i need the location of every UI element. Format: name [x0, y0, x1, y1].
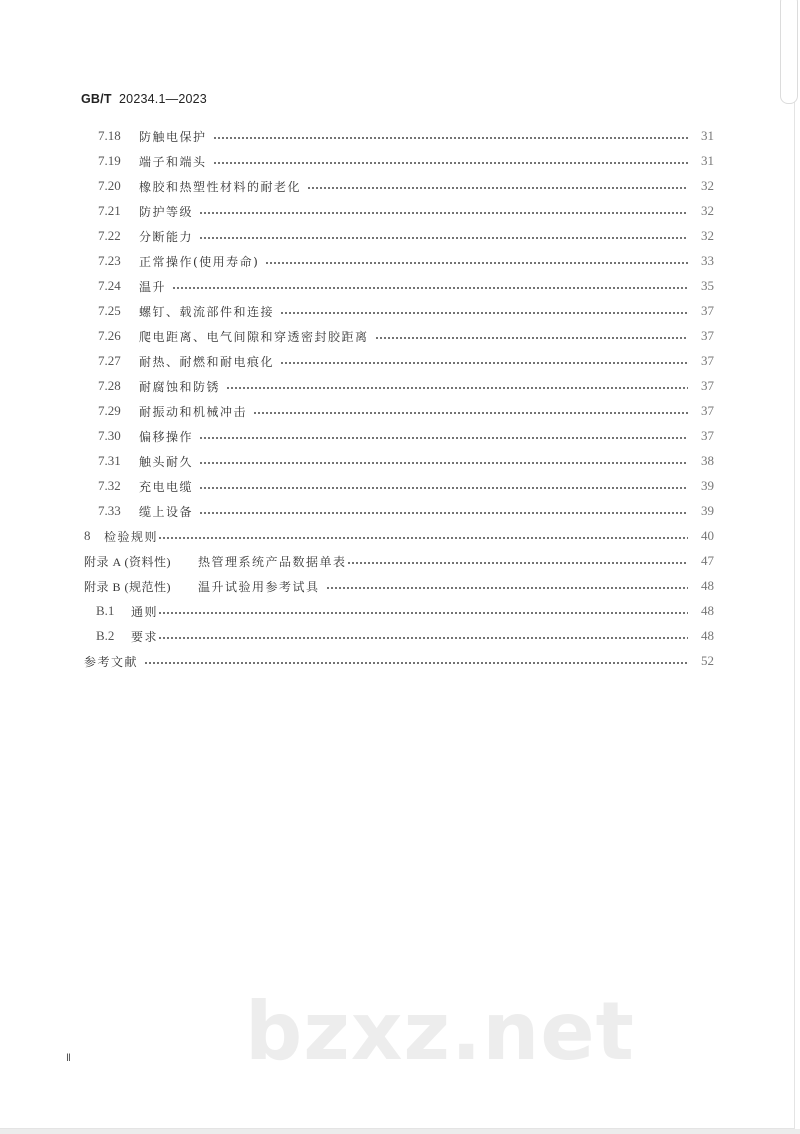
dot-leader: [347, 562, 688, 564]
dot-leader: [326, 587, 688, 589]
toc-entry[interactable]: 7.27 耐热、耐燃和耐电痕化 37: [98, 353, 714, 369]
toc-entry-annex[interactable]: 附录 B (规范性) 温升试验用参考试具 48: [84, 578, 714, 594]
dot-leader: [253, 412, 688, 414]
dot-leader: [280, 312, 688, 314]
dot-leader: [226, 387, 688, 389]
dot-leader: [213, 162, 688, 164]
dot-leader: [280, 362, 688, 364]
scroll-handle[interactable]: [780, 0, 798, 104]
standard-number: 20234.1—2023: [119, 92, 207, 106]
toc-entry-chapter[interactable]: 8 检验规则 40: [84, 528, 714, 544]
dot-leader: [199, 437, 688, 439]
toc-entry[interactable]: 7.26 爬电距离、电气间隙和穿透密封胶距离 37: [98, 328, 714, 344]
page-gap: [0, 1129, 800, 1134]
toc-entry-bibliography[interactable]: 参考文献 52: [84, 653, 714, 669]
toc-entry[interactable]: B.1 通则 48: [96, 603, 714, 619]
dot-leader: [213, 137, 688, 139]
dot-leader: [158, 612, 688, 614]
toc-entry[interactable]: 7.24 温升 35: [98, 278, 714, 294]
dot-leader: [265, 262, 688, 264]
dot-leader: [158, 637, 688, 639]
toc-entry[interactable]: 7.28 耐腐蚀和防锈 37: [98, 378, 714, 394]
toc-entry[interactable]: 7.21 防护等级 32: [98, 203, 714, 219]
toc-entry[interactable]: 7.23 正常操作(使用寿命) 33: [98, 253, 714, 269]
toc-entry[interactable]: 7.33 缆上设备 39: [98, 503, 714, 519]
toc-entry[interactable]: 7.25 螺钉、载流部件和连接 37: [98, 303, 714, 319]
toc-entry[interactable]: 7.19 端子和端头 31: [98, 153, 714, 169]
page-header: [81, 92, 207, 106]
toc-entry[interactable]: B.2 要求 48: [96, 628, 714, 644]
toc-entry-annex[interactable]: 附录 A (资料性) 热管理系统产品数据单表 47: [84, 553, 714, 569]
dot-leader: [158, 537, 688, 539]
dot-leader: [375, 337, 688, 339]
standard-code: GB/T: [81, 92, 112, 106]
toc-entry[interactable]: 7.30 偏移操作 37: [98, 428, 714, 444]
dot-leader: [144, 662, 688, 664]
dot-leader: [199, 487, 688, 489]
toc-entry[interactable]: 7.32 充电电缆 39: [98, 478, 714, 494]
dot-leader: [199, 512, 688, 514]
dot-leader: [199, 462, 688, 464]
watermark: bzxz.net: [245, 985, 635, 1078]
dot-leader: [199, 237, 688, 239]
toc-entry[interactable]: 7.29 耐振动和机械冲击 37: [98, 403, 714, 419]
toc-entry[interactable]: 7.22 分断能力 32: [98, 228, 714, 244]
dot-leader: [199, 212, 688, 214]
toc-entry[interactable]: 7.18 防触电保护 31: [98, 128, 714, 144]
dot-leader: [172, 287, 688, 289]
toc-entry[interactable]: 7.20 橡胶和热塑性材料的耐老化 32: [98, 178, 714, 194]
dot-leader: [307, 187, 688, 189]
page-number-footer: Ⅱ: [66, 1053, 71, 1064]
toc-entry[interactable]: 7.31 触头耐久 38: [98, 453, 714, 469]
